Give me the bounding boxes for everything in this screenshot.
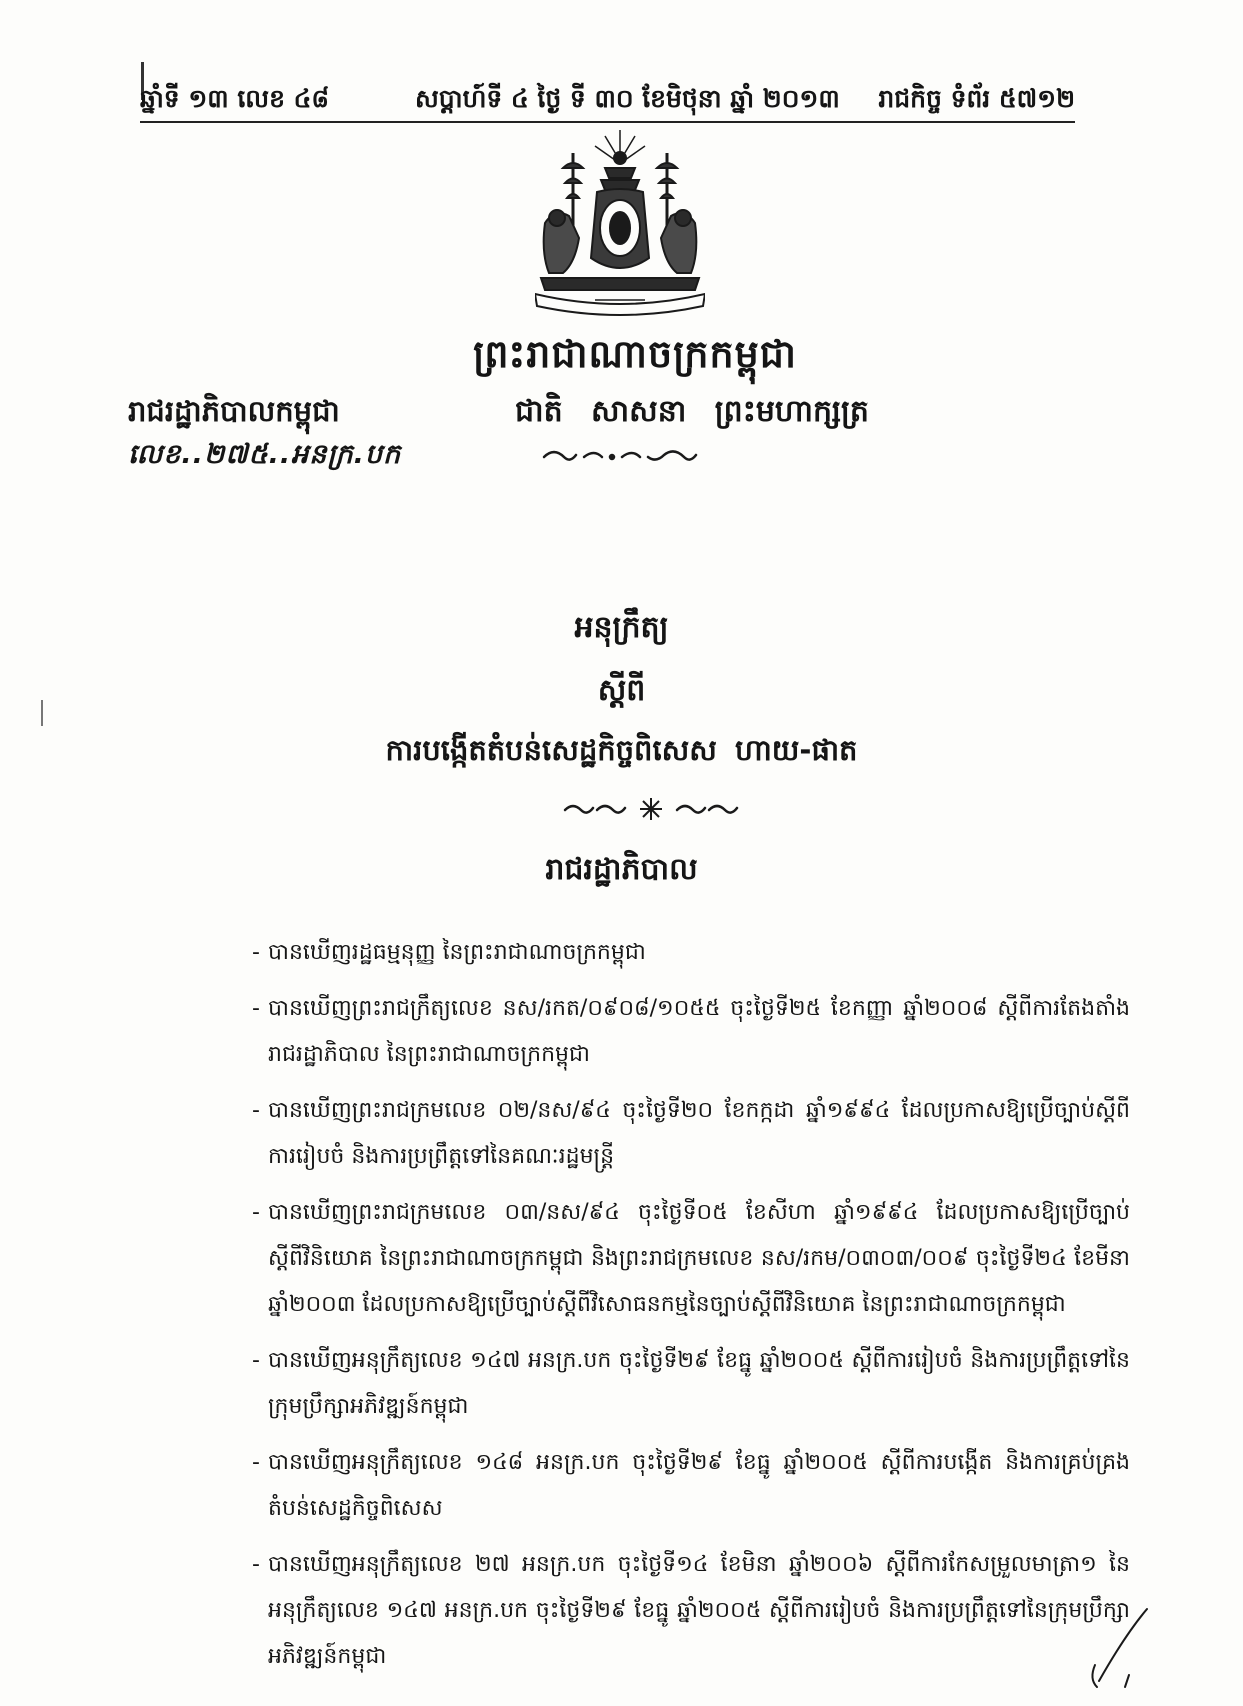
- document-type: អនុក្រឹត្យ: [574, 610, 669, 645]
- kingdom-title: ព្រះរាជាណាចក្រកម្ពុជា: [473, 332, 797, 376]
- star-flourish-icon: [561, 796, 741, 822]
- recital-item: - បានឃើញព្រះរាជក្រមលេខ ០២/នស/៩៤ ចុះថ្ងៃទី២០ ខែកក្កដា ឆ្នាំ១៩៩៤ ដែលប្រកាសឱ្យប្រើច្បាប់ស្ដីពីការរៀបចំ និងការប្រព្រឹត្តទៅនៃគណៈរដ្ឋមន្ត្រី: [252, 1088, 1130, 1180]
- document-subject: ការបង្កើតតំបន់សេដ្ឋកិច្ចពិសេស ហាយ-ផាត: [385, 733, 858, 767]
- header-rule: [140, 121, 1075, 123]
- national-motto: ជាតិ សាសនា ព្រះមហាក្សត្រ: [515, 394, 869, 429]
- recitals-list: [252, 930, 1130, 1690]
- issuing-authority: រាជរដ្ឋាភិបាល: [545, 852, 698, 887]
- royal-coat-of-arms-icon: [535, 128, 705, 318]
- initial-mark-icon: [1085, 1605, 1155, 1690]
- volume-issue: ឆ្នាំទី ១៣ លេខ ៤៨: [140, 84, 330, 113]
- running-header: [140, 84, 1075, 124]
- issuer-name: រាជរដ្ឋាភិបាលកម្ពុជា: [128, 394, 340, 428]
- gazette-date: សប្ដាហ៍ទី ៤ ថ្ងៃ ទី ៣០ ខែមិថុនា ឆ្នាំ ២០១៣: [415, 84, 840, 113]
- recital-item: - បានឃើញព្រះរាជក្រឹត្យលេខ នស/រកត/០៩០៨/១០៥៥ ចុះថ្ងៃទី២៥ ខែកញ្ញា ឆ្នាំ២០០៨ ស្ដីពីការតែងតាំងរាជរដ្ឋាភិបាល នៃព្រះរាជាណាចក្រកម្ពុជា: [252, 986, 1130, 1078]
- recital-item: - បានឃើញរដ្ឋធម្មនុញ្ញ នៃព្រះរាជាណាចក្រកម្ពុជា: [252, 930, 1130, 976]
- gazette-page-number: រាជកិច្ច ទំព័រ ៥៧១២: [878, 84, 1075, 113]
- document-about: ស្ដីពី: [597, 673, 646, 708]
- decorative-flourish-icon: [540, 443, 700, 467]
- recital-item: - បានឃើញអនុក្រឹត្យលេខ ១៤៨ អនក្រ.បក ចុះថ្ងៃទី២៩ ខែធ្នូ ឆ្នាំ២០០៥ ស្ដីពីការបង្កើត និងការគ្រប់គ្រងតំបន់សេដ្ឋកិច្ចពិសេស: [252, 1440, 1130, 1532]
- recital-item: - បានឃើញអនុក្រឹត្យលេខ ២៧ អនក្រ.បក ចុះថ្ងៃទី១៤ ខែមិនា ឆ្នាំ២០០៦ ស្ដីពីការកែសម្រួលមាត្រា១ នៃអនុក្រឹត្យលេខ ១៤៧ អនក្រ.បក ចុះថ្ងៃទី២៩ ខែធ្នូ ឆ្នាំ២០០៥ ស្ដីពីការរៀបចំ និងការប្រព្រឹត្តទៅនៃក្រុមប្រឹក្សាអភិវឌ្ឍន៍កម្ពុជា: [252, 1542, 1130, 1680]
- recital-item: - បានឃើញអនុក្រឹត្យលេខ ១៤៧ អនក្រ.បក ចុះថ្ងៃទី២៩ ខែធ្នូ ឆ្នាំ២០០៥ ស្ដីពីការរៀបចំ និងការប្រព្រឹត្តទៅនៃក្រុមប្រឹក្សាអភិវឌ្ឍន៍កម្ពុជា: [252, 1338, 1130, 1430]
- reference-number: លេខ..២៧៥..អនក្រ.បក: [128, 439, 402, 470]
- recital-item: - បានឃើញព្រះរាជក្រមលេខ ០៣/នស/៩៤ ចុះថ្ងៃទី០៥ ខែសីហា ឆ្នាំ១៩៩៤ ដែលប្រកាសឱ្យប្រើច្បាប់ស្ដីពីវិនិយោគ នៃព្រះរាជាណាចក្រកម្ពុជា និងព្រះរាជក្រមលេខ នស/រកម/០៣០៣/០០៩ ចុះថ្ងៃទី២៤ ខែមីនា ឆ្នាំ២០០៣ ដែលប្រកាសឱ្យប្រើច្បាប់ស្ដីពីវិសោធនកម្មនៃច្បាប់ស្ដីពីវិនិយោគ នៃព្រះរាជាណាចក្រកម្ពុជា: [252, 1190, 1130, 1328]
